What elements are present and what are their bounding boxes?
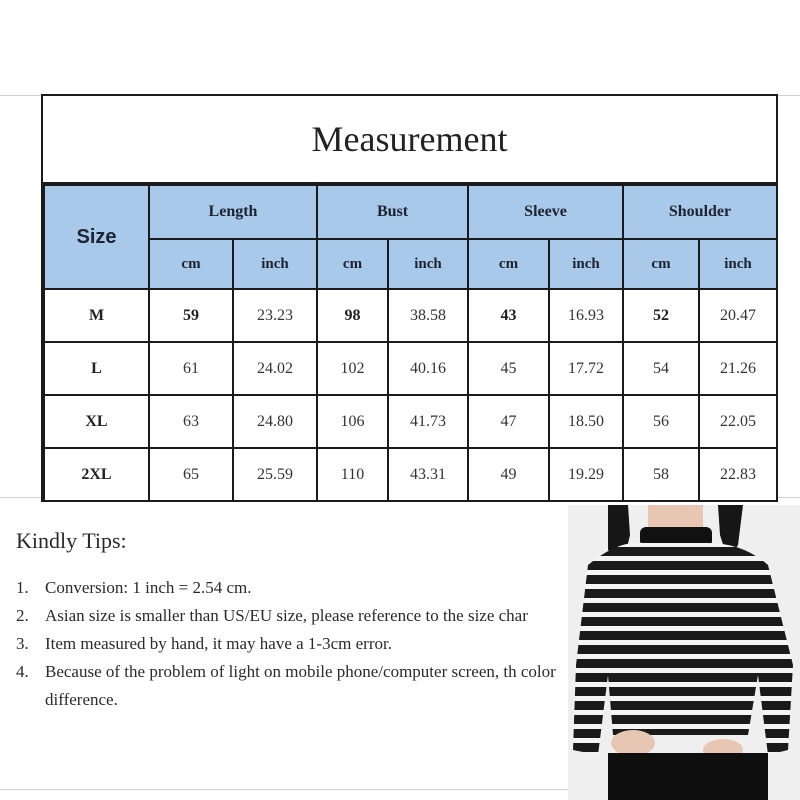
- table-cell: 58: [623, 448, 699, 501]
- table-cell: 98: [317, 289, 388, 342]
- product-photo: [568, 505, 800, 800]
- table-cell: 63: [149, 395, 233, 448]
- table-cell: 19.29: [549, 448, 623, 501]
- unit-header: inch: [388, 239, 468, 289]
- table-cell: 22.83: [699, 448, 777, 501]
- table-cell: 43.31: [388, 448, 468, 501]
- unit-header: cm: [149, 239, 233, 289]
- tip-text: Conversion: 1 inch = 2.54 cm.: [45, 578, 252, 597]
- list-item: [16, 602, 576, 630]
- tip-text: Item measured by hand, it may have a 1-3cm error.: [45, 634, 392, 653]
- tips-title: Kindly Tips:: [16, 528, 127, 553]
- table-row: [44, 448, 777, 501]
- group-header-sleeve: Sleeve: [468, 185, 623, 239]
- table-cell: 56: [623, 395, 699, 448]
- group-header-shoulder: Shoulder: [623, 185, 777, 239]
- tip-text: Because of the problem of light on mobile phone/computer screen, th color difference.: [45, 662, 556, 709]
- unit-header: inch: [549, 239, 623, 289]
- kindly-tips: [16, 528, 576, 788]
- table-cell: 40.16: [388, 342, 468, 395]
- table-cell: 49: [468, 448, 549, 501]
- size-label: L: [44, 342, 149, 395]
- table-cell: 22.05: [699, 395, 777, 448]
- table-cell: 17.72: [549, 342, 623, 395]
- tips-list: [16, 574, 576, 714]
- table-cell: 106: [317, 395, 388, 448]
- table-cell: 21.26: [699, 342, 777, 395]
- table-cell: 23.23: [233, 289, 317, 342]
- group-header-row: [44, 185, 777, 239]
- size-label: M: [44, 289, 149, 342]
- tip-number: 1.: [16, 578, 29, 597]
- tip-number: 3.: [16, 634, 29, 653]
- table-cell: 24.80: [233, 395, 317, 448]
- table-cell: 20.47: [699, 289, 777, 342]
- unit-header: cm: [317, 239, 388, 289]
- table-cell: 61: [149, 342, 233, 395]
- unit-header: cm: [468, 239, 549, 289]
- list-item: [16, 630, 576, 658]
- table-cell: 38.58: [388, 289, 468, 342]
- size-column-header: Size: [44, 185, 149, 289]
- table-cell: 102: [317, 342, 388, 395]
- size-table: [43, 184, 778, 502]
- table-cell: 41.73: [388, 395, 468, 448]
- table-cell: 59: [149, 289, 233, 342]
- table-cell: 65: [149, 448, 233, 501]
- table-cell: 54: [623, 342, 699, 395]
- size-label: XL: [44, 395, 149, 448]
- table-cell: 47: [468, 395, 549, 448]
- unit-header: cm: [623, 239, 699, 289]
- tip-number: 2.: [16, 606, 29, 625]
- table-cell: 110: [317, 448, 388, 501]
- unit-header: inch: [233, 239, 317, 289]
- unit-header-row: [44, 239, 777, 289]
- table-row: [44, 342, 777, 395]
- table-cell: 24.02: [233, 342, 317, 395]
- unit-header: inch: [699, 239, 777, 289]
- tip-text: Asian size is smaller than US/EU size, please reference to the size char: [45, 606, 528, 625]
- list-item: [16, 658, 576, 714]
- size-label: 2XL: [44, 448, 149, 501]
- table-cell: 45: [468, 342, 549, 395]
- table-cell: 16.93: [549, 289, 623, 342]
- group-header-bust: Bust: [317, 185, 468, 239]
- table-cell: 52: [623, 289, 699, 342]
- tip-number: 4.: [16, 662, 29, 681]
- chart-title: Measurement: [43, 96, 776, 184]
- size-chart: [41, 94, 778, 502]
- striped-sweater-model-photo-icon: [568, 505, 800, 800]
- group-header-length: Length: [149, 185, 317, 239]
- list-item: [16, 574, 576, 602]
- table-row: [44, 395, 777, 448]
- table-cell: 43: [468, 289, 549, 342]
- table-cell: 25.59: [233, 448, 317, 501]
- table-cell: 18.50: [549, 395, 623, 448]
- table-row: [44, 289, 777, 342]
